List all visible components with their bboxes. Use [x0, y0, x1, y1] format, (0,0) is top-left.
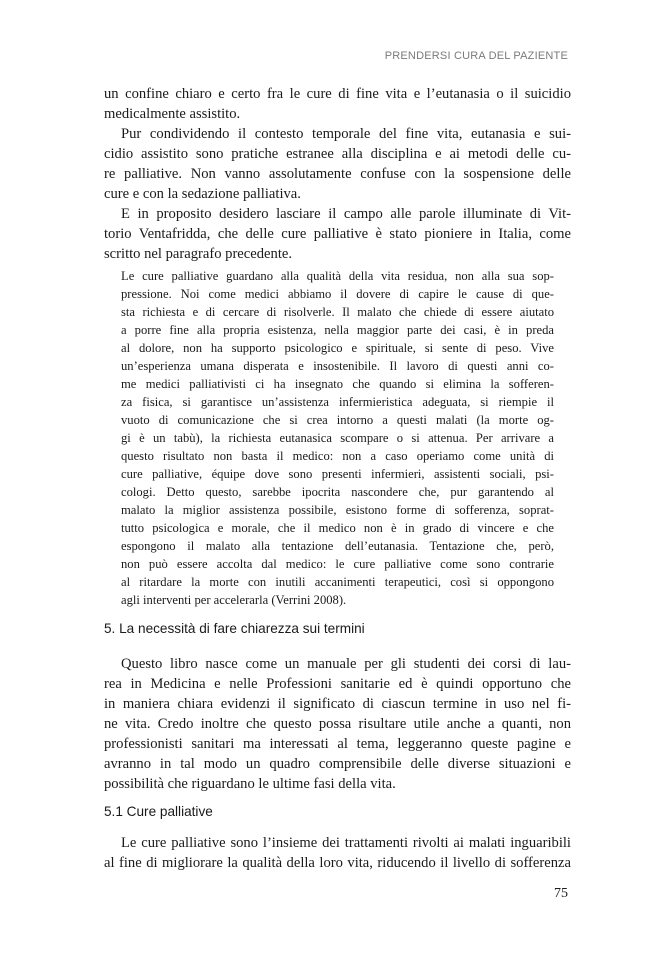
body-text-line: E in proposito desidero lasciare il campo alle parole illuminate di Vit-: [121, 206, 571, 222]
body-text-line: Pur condividendo il contesto temporale del fine vita, eutanasia e sui-: [121, 126, 571, 142]
quote-line: al dolore, non ha supporto psicologico e spirituale, si sente di peso. Vive: [121, 341, 554, 355]
quote-line: tutto psicologica e morale, che il medico non è in grado di vincere e che: [121, 521, 554, 535]
quote-line: Le cure palliative guardano alla qualità della vita residua, non alla sua sop-: [121, 269, 554, 283]
body-text-line: professionisti sanitari ma interessati al tema, leggeranno queste pagine e: [104, 736, 571, 752]
body-text-line: cure e con la sedazione palliativa.: [104, 186, 301, 202]
body-text-line: rea in Medicina e nelle Professioni sanitarie ed è quindi opportuno che: [104, 676, 571, 692]
quote-line: za fisica, si garantisce un’assistenza infermieristica adeguata, si riempie il: [121, 395, 554, 409]
body-text-line: torio Ventafridda, che delle cure palliative è stato pioniere in Italia, come: [104, 226, 571, 242]
quote-line: al ritardare la morte con inutili accanimenti terapeutici, così si oppongono: [121, 575, 554, 589]
body-text-line: cidio assistito sono pratiche estranee alla disciplina e ai metodi delle cu-: [104, 146, 571, 162]
quote-line: espongono il malato alla tentazione dell’eutanasia. Tentazione che, però,: [121, 539, 554, 553]
quote-line: non può essere accolta dal medico: le cure palliative come sono contrarie: [121, 557, 554, 571]
page-number: 75: [554, 886, 568, 901]
quote-line: questo risultato non basta il medico: non a caso operiamo come unità di: [121, 449, 554, 463]
quote-line: vuoto di comunicazione che si crea intorno a questi malati (la morte og-: [121, 413, 554, 427]
body-text-line: al fine di migliorare la qualità della loro vita, riducendo il livello di sofferenza: [104, 855, 571, 871]
running-head: PRENDERSI CURA DEL PAZIENTE: [384, 50, 568, 62]
quote-line: pressione. Noi come medici abbiamo il dovere di capire le cause di que-: [121, 287, 554, 301]
body-text-line: in maniera chiara evidenzi il significato di ciascun termine in uso nel fi-: [104, 696, 571, 712]
quote-line: me medici palliativisti ci ha insegnato che quando si elimina la sofferen-: [121, 377, 554, 391]
body-text-line: un confine chiaro e certo fra le cure di fine vita e l’eutanasia o il suicidio: [104, 86, 571, 102]
body-text-line: Le cure palliative sono l’insieme dei trattamenti rivolti ai malati inguaribili: [121, 835, 571, 851]
body-text-line: possibilità che riguardano le ultime fasi della vita.: [104, 776, 396, 792]
body-text-line: avranno in tal modo un quadro comprensibile delle diverse situazioni e: [104, 756, 571, 772]
quote-line: a porre fine alla propria esistenza, nella maggior parte dei casi, è in preda: [121, 323, 554, 337]
subsection-heading: 5.1 Cure palliative: [104, 804, 213, 819]
body-text-line: Questo libro nasce come un manuale per gli studenti dei corsi di lau-: [121, 656, 571, 672]
quote-line: agli interventi per accelerarla (Verrini 2008).: [121, 593, 347, 607]
quote-line: cure palliative, équipe dove sono presenti infermieri, assistenti sociali, psi-: [121, 467, 554, 481]
body-text-line: scritto nel paragrafo precedente.: [104, 246, 292, 262]
quote-line: sta richiesta e di cercare di risolverle. Il malato che chiede di essere aiutato: [121, 305, 554, 319]
section-heading: 5. La necessità di fare chiarezza sui termini: [104, 621, 365, 636]
quote-line: gi è un tabù), la richiesta eutanasica scompare o si attenua. Per arrivare a: [121, 431, 554, 445]
quote-line: cologi. Detto questo, sarebbe ipocrita nascondere che, pur garantendo al: [121, 485, 554, 499]
body-text-line: re palliative. Non vanno assolutamente confuse con la sospensione delle: [104, 166, 571, 182]
body-text-line: ne vita. Credo inoltre che questo possa risultare utile anche a quanti, non: [104, 716, 571, 732]
body-text-line: medicalmente assistito.: [104, 106, 241, 122]
quote-line: un’esperienza umana disperata e insostenibile. Il lavoro di questi anni co-: [121, 359, 554, 373]
quote-line: malato la miglior assistenza possibile, esistono forme di sofferenza, soprat-: [121, 503, 554, 517]
